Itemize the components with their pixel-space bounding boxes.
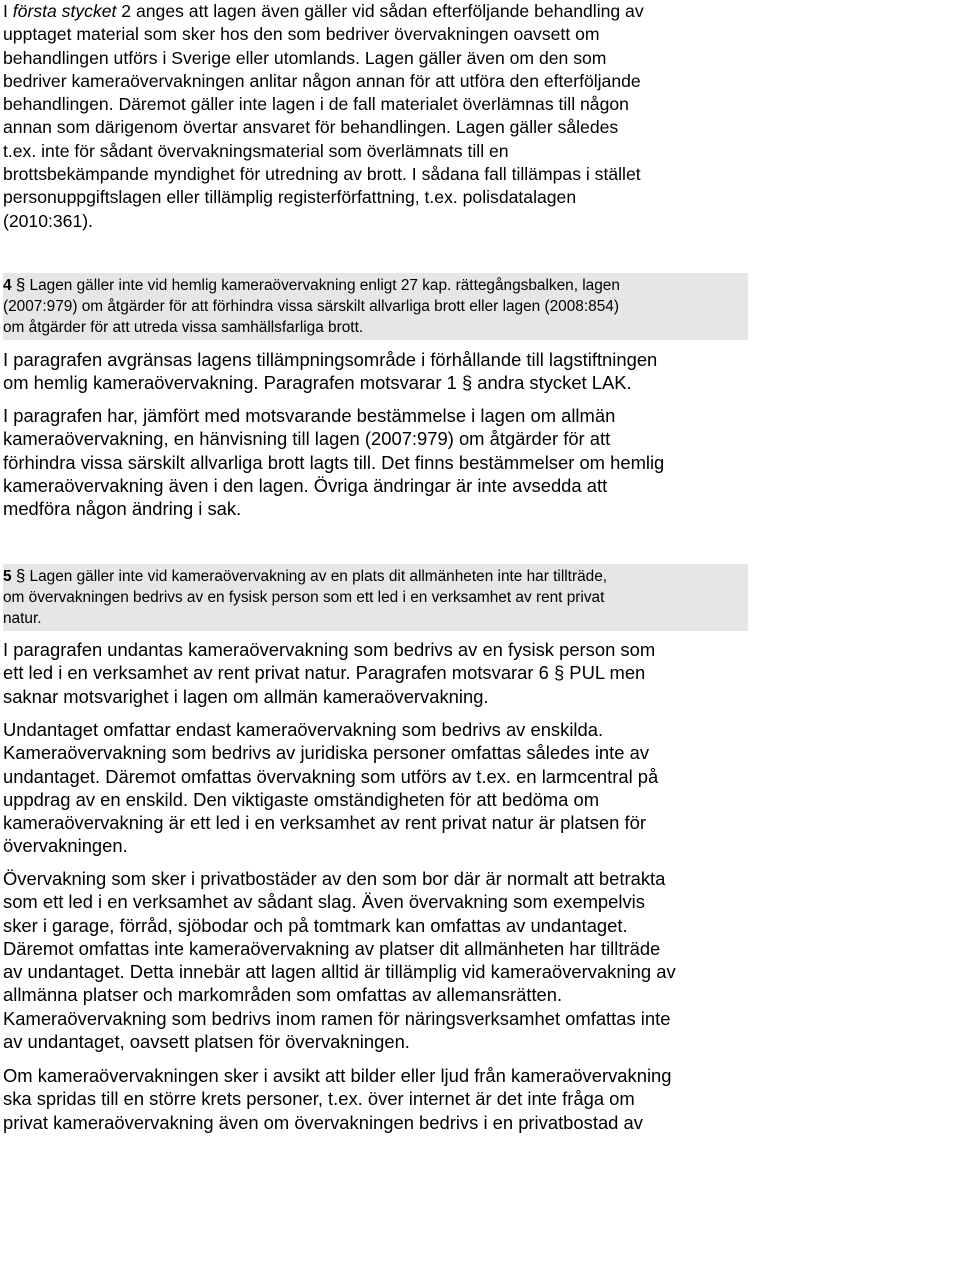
section-4-comment-1: I paragrafen avgränsas lagens tillämpningsområde i förhållande till lagstiftningen om hemlig kameraövervakning. Paragrafen motsvarar 1 § andra stycket LAK. xyxy=(3,349,658,394)
section-5-comment-3: Övervakning som sker i privatbostäder av den som bor där är normalt att betrakta som ett led i en verksamhet av sådant slag. Även övervakning som exempelvis sker i garage, förråd, sjöbodar och på tomtmark kan omfattas av undantaget. Däremot omfattas inte kameraövervakning av platser dit allmänheten har tillträde av undantaget. Detta innebär att lagen alltid är tillämplig vid kameraövervakning av allmänna platser och markområden som omfattas av allemansrätten. Kameraövervakning som bedrivs inom ramen för näringsverksamhet omfattas inte av undantaget, oavsett platsen för övervakningen. xyxy=(3,868,676,1053)
intro-text: 2 anges att lagen även gäller vid sådan efterföljande behandling av upptaget material som sker hos den som bedriver övervakningen oavsett om behandlingen utförs i Sverige eller utomlands. Lagen gäller även om den som bedriver kameraövervakningen anlitar någon annan för att utföra den efterföljande behandlingen. Däremot gäller inte lagen i de fall materialet överlämnas till någon annan som därigenom övertar ansvaret för behandlingen. Lagen gäller således t.ex. inte för sådant övervakningsmaterial som överlämnats till en brottsbekämpande myndighet för utredning av brott. I sådana fall tillämpas i stället personuppgiftslagen eller tillämplig registerförfattning, t.ex. polisdatalagen (2010:361). xyxy=(3,1,644,231)
section-symbol: § xyxy=(15,275,26,294)
section-5-comment-4: Om kameraövervakningen sker i avsikt att bilder eller ljud från kameraövervakning ska spridas till en större krets personer, t.ex. över internet är det inte fråga om privat kameraövervakning även om övervakningen bedrivs i en privatbostad av xyxy=(3,1065,672,1133)
section-4-statute xyxy=(3,273,748,340)
section-symbol: § xyxy=(15,566,26,585)
intro-italic-lead: första stycket xyxy=(12,1,117,21)
section-5-statute xyxy=(3,564,748,631)
section-5-comment-2: Undantaget omfattar endast kameraövervakning som bedrivs av enskilda. Kameraövervakning som bedrivs av juridiska personer omfattas således inte av undantaget. Däremot omfattas övervakning som utförs av t.ex. en larmcentral på uppdrag av en enskild. Den viktigaste omständigheten för att bedöma om kameraövervakning är ett led i en verksamhet av rent privat natur är platsen för övervakningen. xyxy=(3,719,659,857)
section-4-comment-2: I paragrafen har, jämfört med motsvarande bestämmelse i lagen om allmän kameraövervakning, en hänvisning till lagen (2007:979) om åtgärder för att förhindra vissa särskilt allvarliga brott lagts till. Det finns bestämmelser om hemlig kameraövervakning även i den lagen. Övriga ändringar är inte avsedda att medföra någon ändring i sak. xyxy=(3,405,665,520)
intro-paragraph xyxy=(3,0,748,233)
section-4-number: 4 xyxy=(3,277,12,294)
section-5-comment-1: I paragrafen undantas kameraövervakning som bedrivs av en fysisk person som ett led i en verksamhet av rent privat natur. Paragrafen motsvarar 6 § PUL men saknar motsvarighet i lagen om allmän kameraövervakning. xyxy=(3,639,656,707)
section-5-number: 5 xyxy=(3,568,12,585)
section-4-statute-text: Lagen gäller inte vid hemlig kameraövervakning enligt 27 kap. rättegångsbalken, lagen (2007:979) om åtgärder för att förhindra vissa särskilt allvarliga brott eller lagen (2008:854) om åtgärder för att utreda vissa samhällsfarliga brott. xyxy=(3,277,620,336)
intro-lead-prefix: I xyxy=(3,1,13,21)
section-5-statute-text: Lagen gäller inte vid kameraövervakning av en plats dit allmänheten inte har tillträde, om övervakningen bedrivs av en fysisk person som ett led i en verksamhet av rent privat natur. xyxy=(3,568,608,627)
